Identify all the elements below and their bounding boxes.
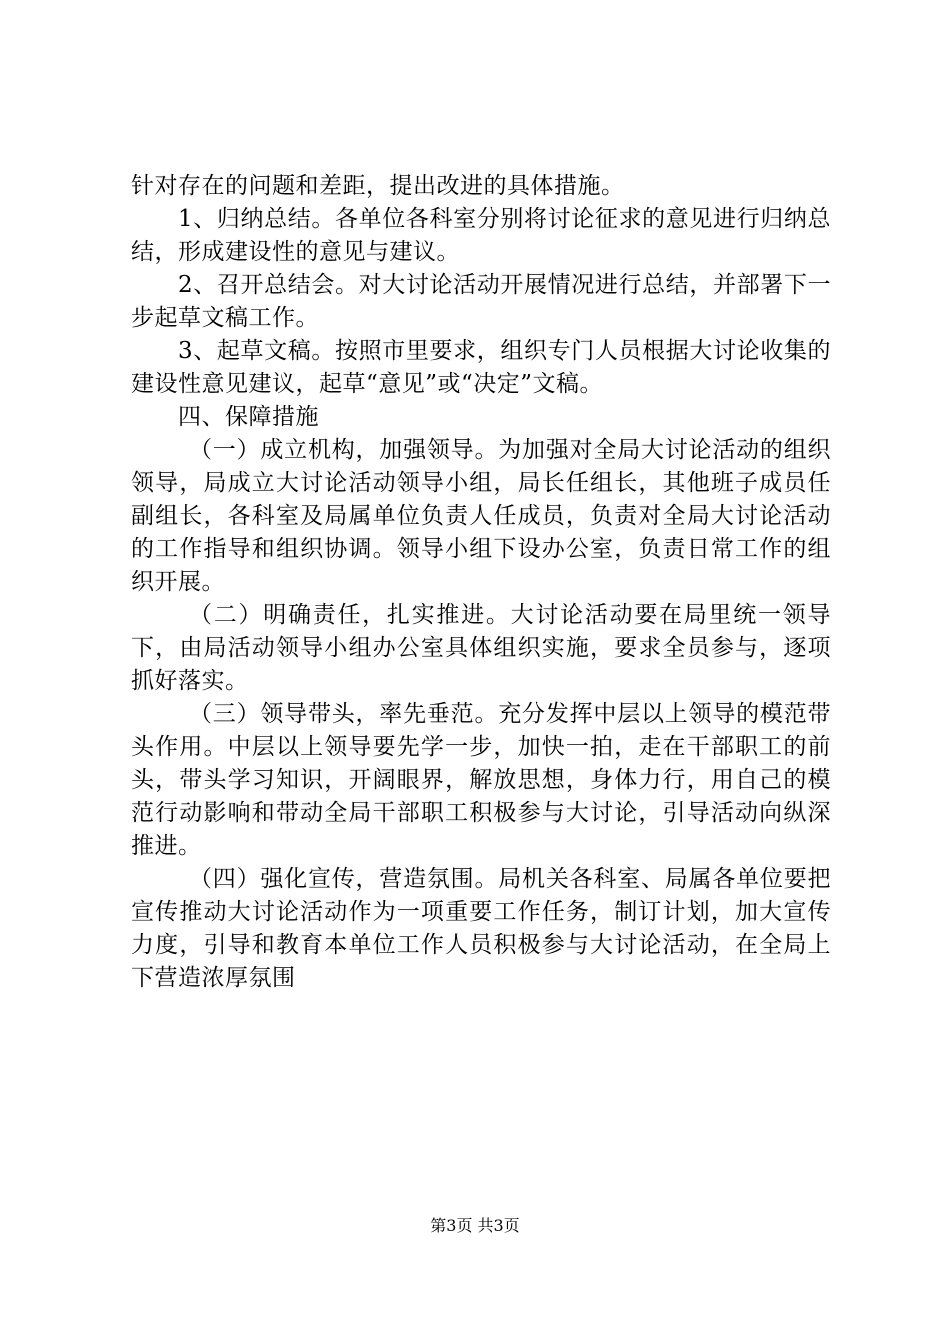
paragraph-continuation: 针对存在的问题和差距，提出改进的具体措施。	[131, 173, 625, 199]
paragraph-measure-4: （四）强化宣传，营造氛围。局机关各科室、局属各单位要把宣传推动大讨论活动作为一项重要工作任务，制订计划，加大宣传力度，引导和教育本单位工作人员积极参与大讨论活动，在全局上下营造浓厚氛围	[131, 866, 831, 991]
section-heading-safeguards: 四、保障措施	[178, 404, 319, 430]
page-number-footer: 第3页 共3页	[430, 1216, 520, 1235]
paragraph-item-1: 1、归纳总结。各单位各科室分别将讨论征求的意见进行归纳总结，形成建设性的意见与建议。	[131, 206, 831, 265]
document-body	[131, 170, 831, 995]
paragraph-measure-3: （三）领导带头，率先垂范。充分发挥中层以上领导的模范带头作用。中层以上领导要先学一步，加快一拍，走在干部职工的前头，带头学习知识，开阔眼界，解放思想，身体力行，用自己的模范行动影响和带动全局干部职工积极参与大讨论，引导活动向纵深推进。	[131, 701, 831, 859]
paragraph-measure-1: （一）成立机构，加强领导。为加强对全局大讨论活动的组织领导，局成立大讨论活动领导小组，局长任组长，其他班子成员任副组长，各科室及局属单位负责人任成员，负责对全局大讨论活动的工作指导和组织协调。领导小组下设办公室，负责日常工作的组织开展。	[131, 437, 831, 595]
paragraph-item-3: 3、起草文稿。按照市里要求，组织专门人员根据大讨论收集的建设性意见建议，起草“意见”或“决定”文稿。	[131, 338, 831, 397]
paragraph-item-2: 2、召开总结会。对大讨论活动开展情况进行总结，并部署下一步起草文稿工作。	[131, 272, 831, 331]
paragraph-measure-2: （二）明确责任，扎实推进。大讨论活动要在局里统一领导下，由局活动领导小组办公室具体组织实施，要求全员参与，逐项抓好落实。	[131, 602, 831, 694]
